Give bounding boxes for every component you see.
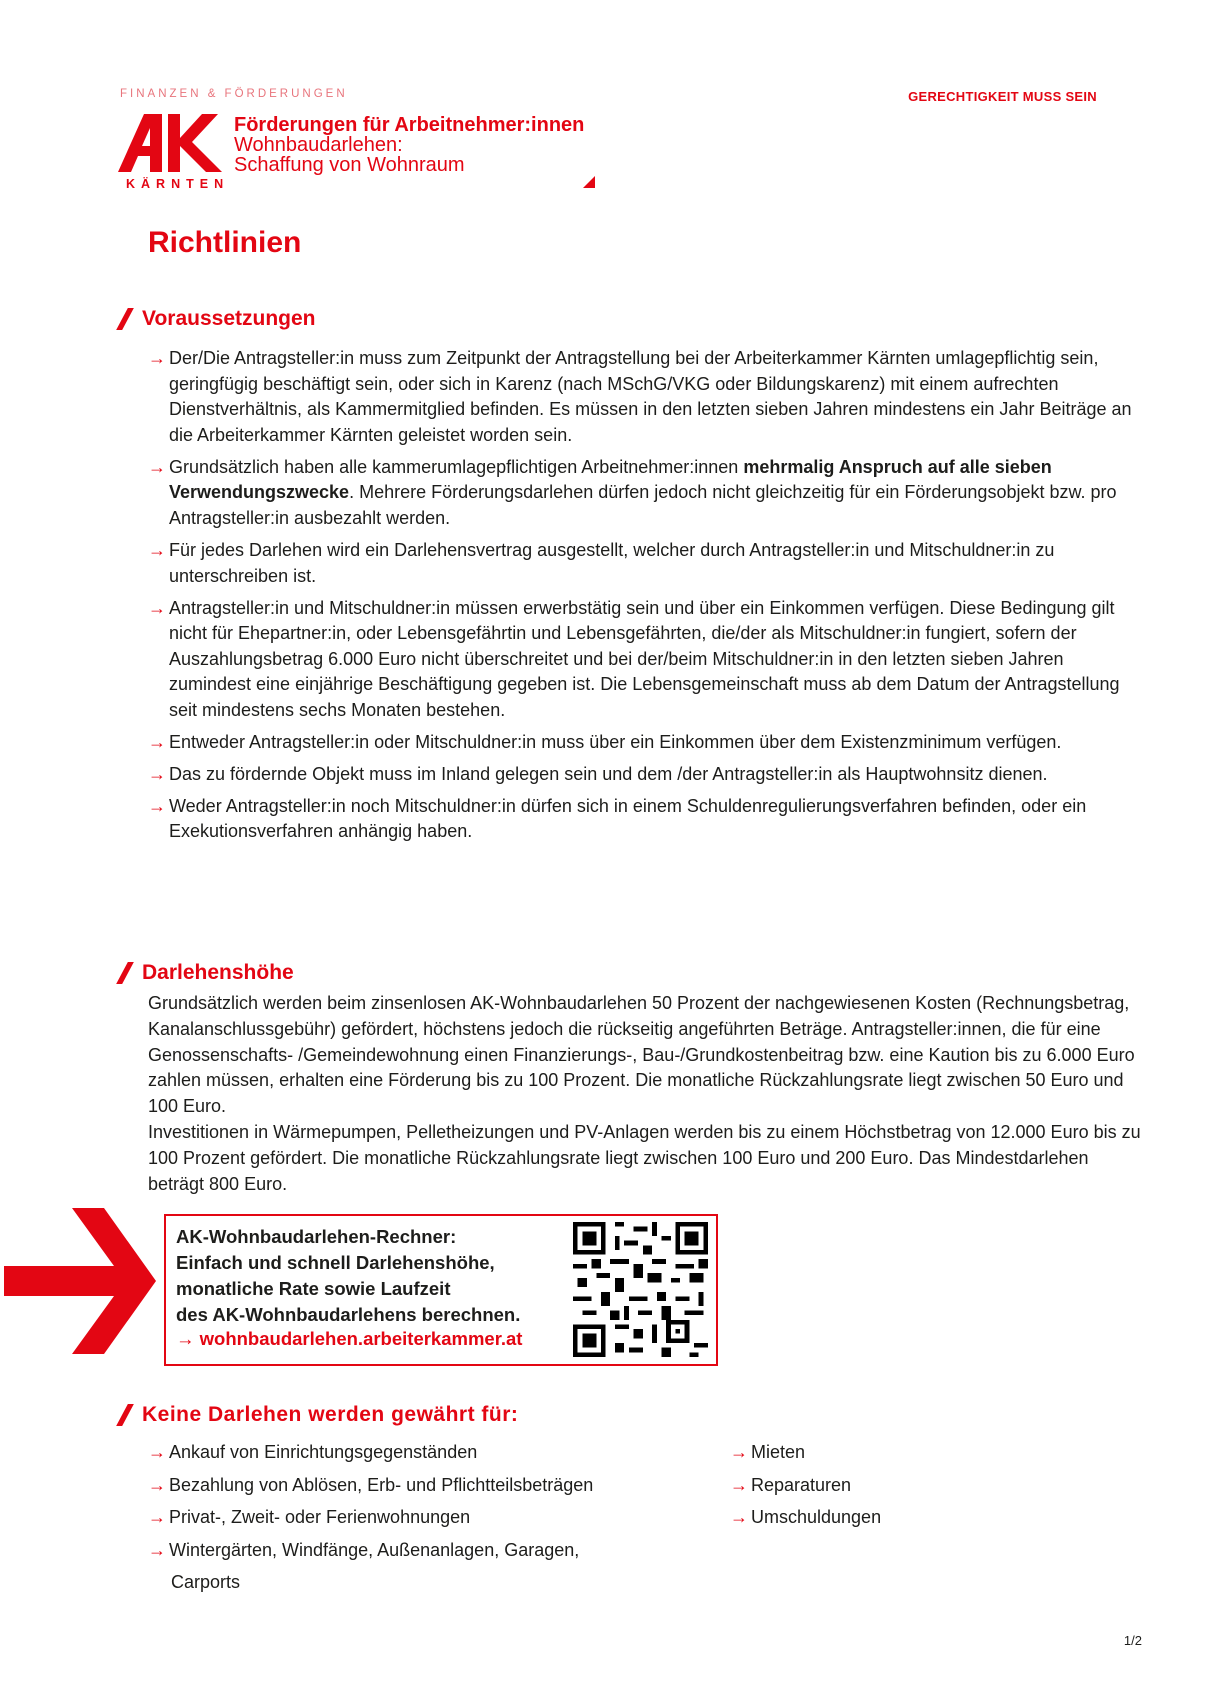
- section-heading-darlehenshoehe: [118, 961, 294, 985]
- list-item: [148, 346, 1148, 448]
- document-header: [234, 115, 584, 175]
- arrow-right-icon: →: [148, 1474, 166, 1495]
- arrow-right-icon: →: [148, 1442, 166, 1462]
- list-item-text: Antragsteller:in und Mitschuldner:in müssen erwerbstätig sein und über ein Einkommen verfügen. Diese Bedingung gilt nicht für Ehepartner:in, oder Lebensgefährtin und Lebensgefährten, die/der als Mitschuldner:in fungiert, sofern der Auszahlungsbetrag 6.000 Euro nicht überschreitet und bei der/beim Mitschuldner:in in den letzten sieben Jahren zumindest eine einjährige Beschäftigung gegeben ist. Die Lebensgemeinschaft muss ab dem Datum der Antragstellung seit mindestens sechs Monaten bestehen.: [169, 597, 1120, 720]
- list-item: [148, 538, 1148, 589]
- list-item: [148, 762, 1148, 788]
- section-heading-text: Darlehenshöhe: [142, 961, 294, 984]
- calculator-link[interactable]: [176, 1328, 522, 1350]
- section-heading-voraussetzungen: [118, 307, 315, 331]
- arrow-right-icon: →: [730, 1442, 748, 1462]
- list-item-text: Reparaturen: [751, 1474, 852, 1495]
- corner-triangle-icon: [583, 176, 595, 188]
- section-heading-text: Keine Darlehen werden gewährt für:: [142, 1403, 519, 1426]
- list-item: [730, 1436, 1130, 1469]
- list-item: [148, 1436, 730, 1469]
- list-item-emphasis: mehrmalig Anspruch auf alle sieben Verwendungszwecke: [169, 456, 1052, 503]
- list-item: [730, 1469, 1130, 1502]
- list-item: [730, 1501, 1130, 1534]
- arrow-right-icon: →: [148, 348, 166, 368]
- list-item: [148, 794, 1148, 845]
- arrow-right-icon: →: [176, 1328, 195, 1349]
- page-number: 1/2: [1123, 1633, 1142, 1648]
- list-item: [148, 1534, 730, 1599]
- section-heading-text: Voraussetzungen: [142, 307, 316, 330]
- slash-icon: [116, 962, 134, 984]
- category-eyebrow: FINANZEN & FÖRDERUNGEN: [120, 88, 348, 100]
- arrow-right-icon: →: [148, 1539, 166, 1560]
- list-item-text: Mieten: [751, 1442, 806, 1462]
- header-line-1: Förderungen für Arbeitnehmer:innen: [234, 114, 585, 136]
- list-item-text: Grundsätzlich haben alle kammerumlagepflichtigen Arbeitnehmer:innen: [169, 456, 744, 477]
- ak-logo: [118, 114, 230, 174]
- arrow-right-icon: →: [148, 456, 166, 477]
- paragraph: Investitionen in Wärmepumpen, Pelletheizungen und PV-Anlagen werden bis zu einem Höchstbetrag von 12.000 Euro bis zu 100 Prozent gefördert. Die monatliche Rückzahlungsrate liegt zwischen 100 Euro und 200 Euro. Das Mindestdarlehen beträgt 800 Euro.: [148, 1121, 1141, 1194]
- section-heading-keine-darlehen: [118, 1403, 518, 1427]
- logo-subtext: KÄRNTEN: [126, 177, 230, 191]
- loan-amount-text: [148, 991, 1148, 1197]
- header-line-3: Schaffung von Wohnraum: [234, 154, 465, 176]
- arrow-right-icon: →: [148, 795, 166, 816]
- arrow-right-icon: →: [148, 763, 166, 784]
- paragraph: Grundsätzlich werden beim zinsenlosen AK-Wohnbaudarlehen 50 Prozent der nachgewiesenen Kosten (Rechnungsbetrag, Kanalanschlussgebühr) gefördert, höchstens jedoch die rückseitig angeführten Beträge. Antragsteller:innen, die für eine Genossenschafts- /Gemeindewohnung einen Finanzierungs-, Bau-/Grundkostenbeitrag bzw. eine Kaution bis zu 6.000 Euro zahlen müssen, erhalten eine Förderung bis zu 100 Prozent. Die monatliche Rückzahlungsrate liegt zwischen 50 Euro und 100 Euro.: [148, 993, 1135, 1117]
- slash-icon: [116, 308, 134, 330]
- list-item: [148, 1501, 730, 1534]
- slash-icon: [116, 1404, 134, 1426]
- arrow-right-icon: →: [148, 731, 166, 752]
- list-item-text: Bezahlung von Ablösen, Erb- und Pflichtteilsbeträgen: [169, 1474, 594, 1495]
- exclusions: [148, 1436, 1148, 1599]
- calculator-line: Einfach und schnell Darlehenshöhe,: [176, 1252, 495, 1273]
- requirements-list: [148, 346, 1148, 851]
- list-item-text: Das zu fördernde Objekt muss im Inland gelegen sein und dem /der Antragsteller:in als Hauptwohnsitz dienen.: [169, 763, 1048, 784]
- list-item: [148, 596, 1148, 724]
- list-item-text: Privat-, Zweit- oder Ferienwohnungen: [169, 1507, 471, 1528]
- arrow-right-icon: →: [148, 597, 166, 618]
- list-item-text: Wintergärten, Windfänge, Außenanlagen, Garagen,: [169, 1539, 580, 1560]
- tagline: GERECHTIGKEIT MUSS SEIN: [908, 89, 1097, 104]
- list-item-text: Carports: [171, 1572, 241, 1593]
- calculator-link-text: wohnbaudarlehen.arbeiterkammer.at: [199, 1328, 523, 1349]
- page-title: Richtlinien: [148, 226, 302, 259]
- list-item: [148, 1469, 730, 1502]
- arrow-right-icon: →: [730, 1507, 748, 1528]
- list-item-text: Weder Antragsteller:in noch Mitschuldner:in dürfen sich in einem Schuldenregulierungsverfahren befinden, oder ein Exekutionsverfahren anhängig haben.: [169, 795, 1087, 842]
- list-item: [148, 455, 1148, 532]
- arrow-right-icon: →: [148, 1507, 166, 1528]
- arrow-right-icon: →: [730, 1474, 748, 1495]
- arrow-right-icon: →: [148, 539, 166, 560]
- exclusions-left-list: [148, 1436, 730, 1599]
- exclusions-right-list: [730, 1436, 1130, 1599]
- list-item-text: . Mehrere Förderungsdarlehen dürfen jedoch nicht gleichzeitig für ein Förderungsobjekt bzw. pro Antragsteller:in ausbezahlt werden.: [169, 482, 1117, 528]
- calculator-line: AK-Wohnbaudarlehen-Rechner:: [176, 1226, 457, 1247]
- list-item: [148, 730, 1148, 756]
- list-item-text: Für jedes Darlehen wird ein Darlehensvertrag ausgestellt, welcher durch Antragsteller:in und Mitschuldner:in zu unterschreiben ist.: [169, 539, 1055, 586]
- qr-code[interactable]: [573, 1222, 708, 1357]
- big-arrow-icon: [4, 1208, 156, 1354]
- list-item-text: Der/Die Antragsteller:in muss zum Zeitpunkt der Antragstellung bei der Arbeiterkammer Kärnten umlagepflichtig sein, geringfügig beschäftigt sein, oder sich in Karenz (nach MSchG/VKG oder Bildungskarenz) mit einem aufrechten Dienstverhältnis, als Kammermitglied befinden. Es müssen in den letzten sieben Jahren mindestens ein Jahr Beiträge an die Arbeiterkammer Kärnten geleistet worden sein.: [169, 348, 1132, 445]
- list-item-text: Entweder Antragsteller:in oder Mitschuldner:in muss über ein Einkommen über dem Existenzminimum verfügen.: [169, 731, 1062, 752]
- list-item-text: Ankauf von Einrichtungsgegenständen: [169, 1442, 478, 1462]
- calculator-line: monatliche Rate sowie Laufzeit: [176, 1278, 451, 1299]
- header-line-2: Wohnbaudarlehen:: [234, 134, 403, 156]
- calculator-text: [176, 1224, 556, 1328]
- calculator-line: des AK-Wohnbaudarlehens berechnen.: [176, 1304, 521, 1325]
- list-item-text: Umschuldungen: [751, 1507, 882, 1528]
